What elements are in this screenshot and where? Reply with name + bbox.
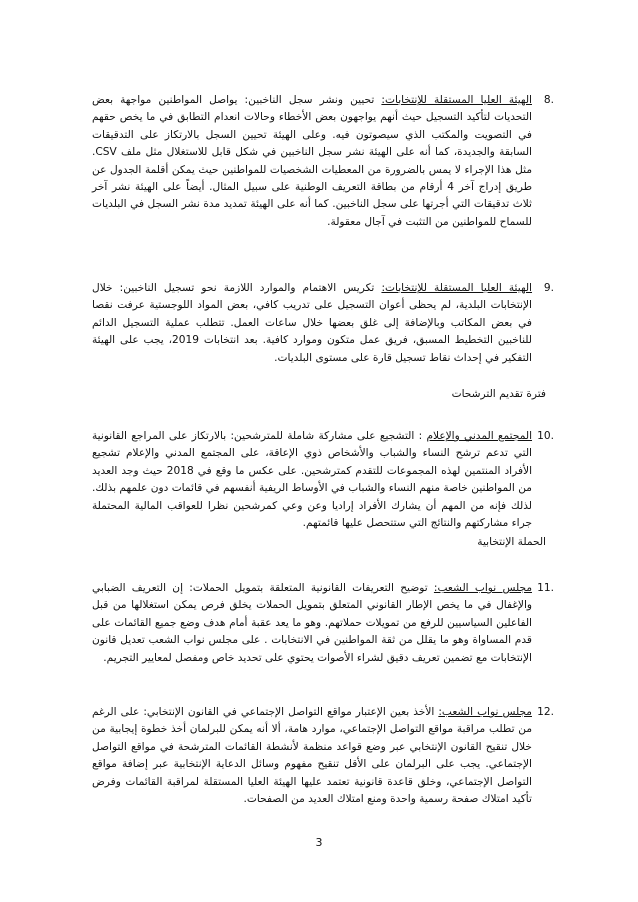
item-number: 12.	[537, 706, 554, 718]
item-text: تحيين ونشر سجل الناخبين: يواصل المواطنين مواجهة بعض التحديات لتأكيد التسجيل حيث أنهم يواجهون بعض الأخطاء وحالات انعدام التطابق في ما يخص حقهم في التصويت والمكتب الذي سيصوتون فيه. وعلى الهيئة تحيين السجل بالارتكاز على التدقيقات السابقة والجديدة، كما أنه على الهيئة نشر سجل الناخبين في شكل قابل للاستغلال مثل ملف CSV. مثل هذا الإجراء لا يمس بالضرورة من المعطيات الشخصيات للمواطنين حيث يمكن أقلمة الجدول عن طريق إدراج آخر 4 أرقام من بطاقة التعريف الوطنية على سبيل المثال. أيضاً على الهيئة نشر آخر ثلاث تدقيقات التي أجرتها على سجل الناخبين. كما أنه على الهيئة تمديد مدة نشر السجل في البلديات للسماح للمواطنين من التثبت في آجال معقولة.	[92, 94, 532, 228]
item-lead: الهيئة العليا المستقلة للإنتخابات:	[381, 94, 532, 106]
recommendation-12	[92, 704, 554, 808]
recommendation-9	[92, 280, 554, 367]
recommendation-11	[92, 580, 554, 667]
item-lead: مجلس نواب الشعب:	[438, 706, 532, 718]
item-number: 10.	[537, 430, 554, 442]
page-number: 3	[315, 836, 323, 849]
section-heading-campaign: الحملة الإنتخابية	[477, 536, 546, 548]
recommendation-10	[92, 428, 554, 532]
item-lead: مجلس نواب الشعب:	[433, 582, 532, 594]
item-text: : التشجيع على مشاركة شاملة للمترشحين: بالارتكاز على المراجع القانونية التي تدعم ترشح النساء والشباب والأشخاص ذوي الإعاقة، على المجتمع المدني والإعلام تشجيع الأفراد المنتمين لهذه المجموعات للتقدم كمترشحين. على عكس ما وقع في 2018 حيث وجد العديد من المواطنين خاصة منهم النساء والشباب في الأوساط الريفية أنفسهم في قائمات دون علمهم بذلك. لذلك فإنه من المهم أن يشارك الأفراد إراديا وعن وعي كمرشحين نظرا للعواقب المالية المحتملة جراء مشاركتهم والنتائج التي ستتحصل عليها قائمتهم.	[92, 430, 533, 530]
item-number: 8.	[543, 94, 554, 106]
item-number: 9.	[543, 282, 554, 294]
item-lead: المجتمع المدني والإعلام	[426, 430, 533, 442]
item-lead: الهيئة العليا المستقلة للإنتخابات:	[381, 282, 533, 294]
item-text: الأخذ بعين الإعتبار مواقع التواصل الإجتماعي في القانون الإنتخابي: على الرغم من تطلب مراقبة مواقع التواصل الإجتماعي، موارد هامة، ألا أنه يمكن للبرلمان أخذ خطوة إيجابية من خلال تنقيح القانون الإنتخابي عبر وضع قواعد منظمة لأنشطة القائمات المترشحة في مواقع التواصل الإجتماعي. يجب على البرلمان على الأقل تنقيح مفهوم وسائل الدعاية الإنتخابية عبر إضافة مواقع التواصل الإجتماعي، وخلق قاعدة قانونية تعتمد عليها الهيئة العليا المستقلة لمراقبة القائمات وفرض تأكيد امتلاك صفحة رسمية واحدة ومنع امتلاك العديد من الصفحات.	[92, 706, 532, 806]
recommendation-8	[92, 92, 554, 231]
item-number: 11.	[537, 582, 554, 594]
item-text: تكريس الاهتمام والموارد اللازمة نحو تسجيل الناخبين: خلال الإنتخابات البلدية، لم يحظى أعوان التسجيل على تدريب كافي، بعض المواد اللوجستية عرفت نقصا في بعض المكاتب وبالإضافة إلى غلق بعضها خلال ساعات العمل. تتطلب عملية التسجيل الدائم للناخبين التخطيط المسبق، فريق عمل متكون وموارد كافية. بعد انتخابات 2019، يجب على الهيئة التفكير في إحداث نقاط تسجيل قارة على مستوى البلديات.	[92, 282, 532, 364]
section-heading-nominations: فترة تقديم الترشحات	[451, 388, 546, 400]
item-text: توضيح التعريفات القانونية المتعلقة بتمويل الحملات: إن التعريف الضبابي والإغفال في ما يخص الإطار القانوني المتعلق بتمويل الحملات يخلق فرص يمكن استغلالها من قبل الفاعلين السياسيين للرفع من تمويلات حملاتهم. وهو ما يعد عقبة أمام هدف وضع جميع القائمات على قدم المساواة وهو ما يقلل من ثقة المواطنين في الانتخابات . على مجلس نواب الشعب تعديل قانون الإنتخابات مع تضمين تعريف دقيق لشراء الأصوات يحتوي على تحديد خاص ومفصل لمعايير التجريم.	[92, 582, 532, 664]
